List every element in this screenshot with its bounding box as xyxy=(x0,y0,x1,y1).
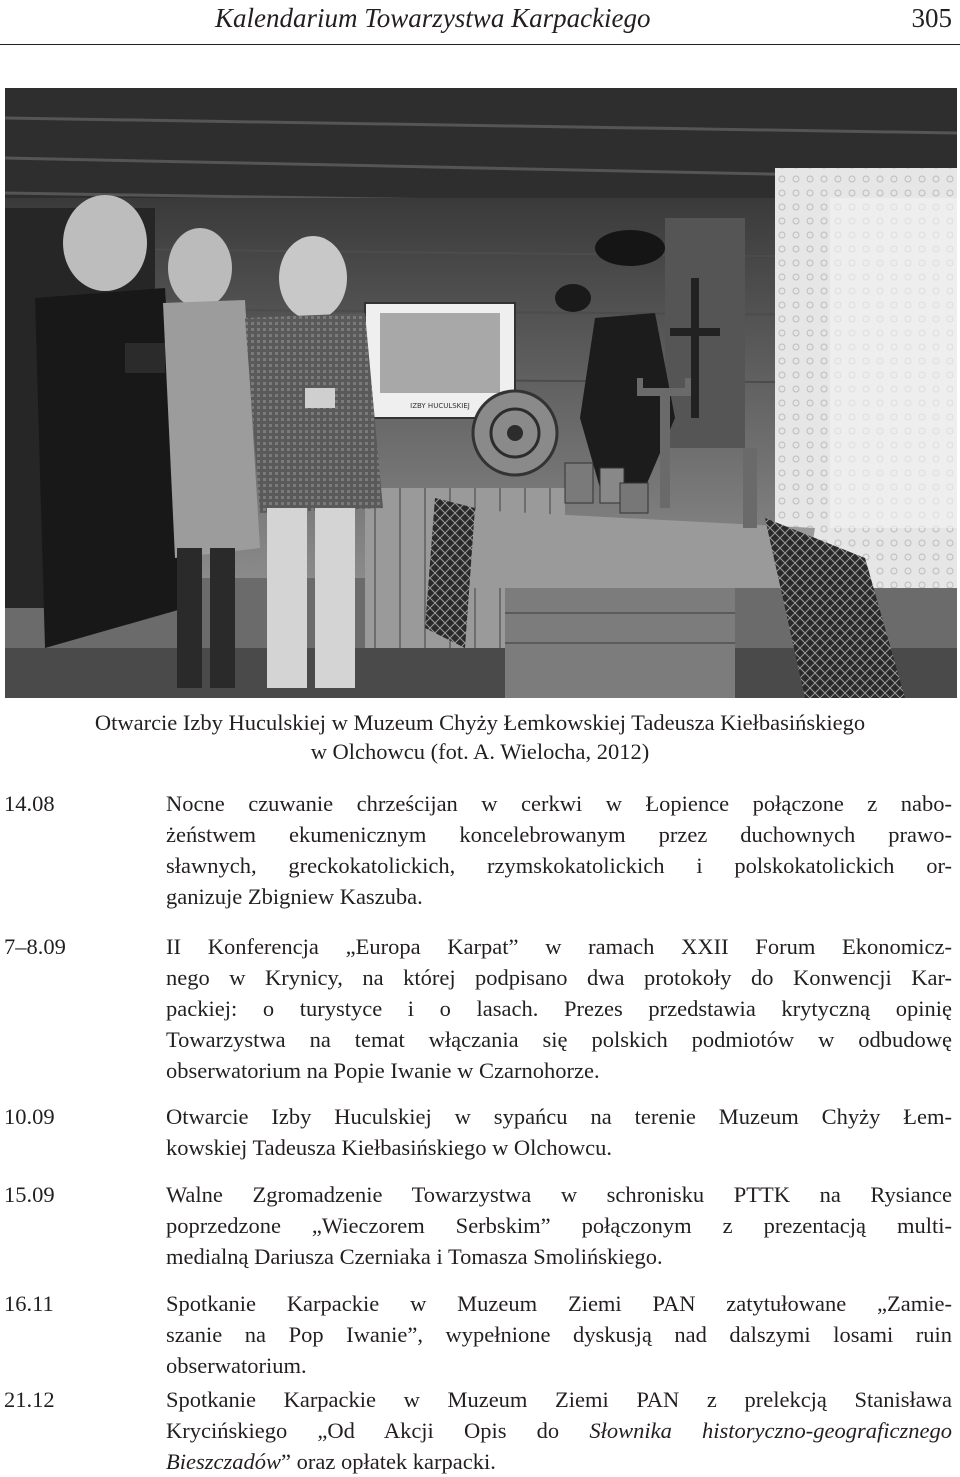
entry-date: 14.08 xyxy=(4,791,55,816)
entry-line: Walne Zgromadzenie Towarzystwa w schronisku PTTK na Rysiance xyxy=(166,1182,952,1207)
caption-line: w Olchowcu (fot. A. Wielocha, 2012) xyxy=(310,739,650,764)
running-header xyxy=(0,0,960,45)
running-title: Kalendarium Towarzystwa Karpackiego xyxy=(215,3,651,33)
entry-text xyxy=(166,788,952,912)
hat-icon xyxy=(595,230,665,266)
entry-line: medialną Dariusza Czerniaka i Tomasza Smolińskiego. xyxy=(166,1244,663,1269)
entry-date: 10.09 xyxy=(4,1104,55,1129)
entry-text xyxy=(166,931,952,1086)
book-title: Bieszczadów xyxy=(166,1449,281,1474)
entry-date: 15.09 xyxy=(4,1182,55,1207)
entry-line xyxy=(166,1415,952,1446)
entry-line: Towarzystwa na temat włączania się polskich podmiotów w odbudowę xyxy=(166,1027,952,1052)
entry-line: obserwatorium. xyxy=(166,1353,307,1378)
book-title: Słownika historyczno-geograficznego xyxy=(589,1418,952,1443)
candlestick xyxy=(743,448,757,528)
entry-line-part: ” oraz opłatek karpacki. xyxy=(281,1449,496,1474)
calendar-entry xyxy=(0,931,952,1086)
calendar-entry xyxy=(0,1288,952,1381)
entry-line: sławnych, greckokatolickich, rzymskokatolickich i polskokatolickich or- xyxy=(166,853,952,878)
entry-line: packiej: o turystyce i o lasach. Prezes przedstawia krytyczną opinię xyxy=(166,996,952,1021)
entry-date: 7–8.09 xyxy=(4,934,66,959)
museum-photo xyxy=(5,88,957,698)
calendar-entry xyxy=(0,788,952,912)
cross-icon xyxy=(691,278,699,418)
calendar-entry xyxy=(0,1384,952,1477)
calendar-entry xyxy=(0,1179,952,1272)
entry-text xyxy=(166,1179,952,1272)
entry-line: szanie na Pop Iwanie”, wypełnione dyskusją nad dalszymi losami ruin xyxy=(166,1322,952,1347)
entry-line: ganizuje Zbigniew Kaszuba. xyxy=(166,884,423,909)
entry-line xyxy=(166,1446,952,1477)
poster-label: IZBY HUCULSKIEJ xyxy=(410,402,470,410)
entry-text xyxy=(166,1288,952,1381)
entry-text xyxy=(166,1101,952,1163)
entry-line: Spotkanie Karpackie w Muzeum Ziemi PAN z prelekcją Stanisława xyxy=(166,1387,952,1412)
wooden-cup xyxy=(565,463,593,503)
entry-line: obserwatorium na Popie Iwanie w Czarnohorze. xyxy=(166,1058,600,1083)
page-number: 305 xyxy=(911,3,952,33)
entry-date: 16.11 xyxy=(4,1291,54,1316)
entry-line: II Konferencja „Europa Karpat” w ramach XXII Forum Ekonomicz- xyxy=(166,934,952,959)
entry-line: Nocne czuwanie chrześcijan w cerkwi w Łopience połączone z nabo- xyxy=(166,791,952,816)
entry-line: nego w Krynicy, na której podpisano dwa protokoły do Konwencji Kar- xyxy=(166,965,952,990)
calendar-entry xyxy=(0,1101,952,1163)
entry-line: kowskiej Tadeusza Kiełbasińskiego w Olchowcu. xyxy=(166,1135,613,1160)
entry-line: żeństwem ekumenicznym koncelebrowanym przez duchownych prawo- xyxy=(166,822,952,847)
entry-line: Spotkanie Karpackie w Muzeum Ziemi PAN zatytułowane „Zamie- xyxy=(166,1291,952,1316)
entry-line: poprzedzone „Wieczorem Serbskim” połączonym z prezentacją multi- xyxy=(166,1213,952,1238)
photo-caption xyxy=(0,708,960,766)
entry-text xyxy=(166,1384,952,1477)
entry-line-part: Krycińskiego „Od Akcji Opis do xyxy=(166,1418,590,1443)
entry-line: Otwarcie Izby Huculskiej w sypańcu na terenie Muzeum Chyży Łem- xyxy=(166,1104,952,1129)
entry-date: 21.12 xyxy=(4,1387,55,1412)
caption-line: Otwarcie Izby Huculskiej w Muzeum Chyży Łemkowskiej Tadeusza Kiełbasińskiego xyxy=(94,710,866,735)
